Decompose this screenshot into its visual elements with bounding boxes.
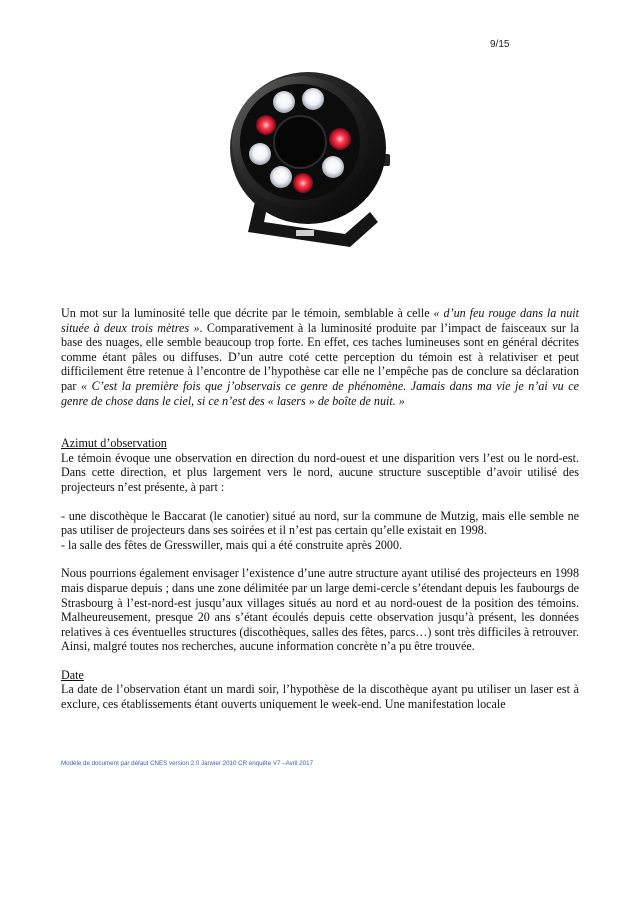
center-ring: [274, 116, 326, 168]
list-item: - une discothèque le Baccarat (le canotier) situé au nord, sur la commune de Mutzig, mais elle semble ne pas utiliser de projecteurs dans ses soirées et il n’est pas certain qu’elle existait en 1998.: [61, 508, 579, 538]
intro-quote-2: « C’est la première fois que j’observais ce genre de phénomène. Jamais dans ma vie je n’ai vu ce genre de chose dans le ciel, si ce n’est des « lasers » de boîte de nuit. »: [61, 378, 579, 408]
page-number: 9/15: [490, 39, 510, 50]
intro-quote-1: « d’un feu rouge dans la nuit située à deux trois mètres »: [61, 306, 580, 335]
list-item: - la salle des fêtes de Gresswiller, mais qui a été construite après 2000.: [61, 537, 403, 552]
intro-text-2: . Comparativement à la luminosité produite par l’impact de faisceaux sur la base des nuages, elle semble beaucoup trop forte. En effet, ces taches lumineuses sont en général décrites comme étant pâles ou diffuses. D’un autre coté cette perception du témoin est à relativiser et peut difficilement être retenue à l’encontre de l’hypothèse car elle ne l’empêche pas de conclure sa déclaration par: [61, 320, 579, 393]
led-red: [293, 173, 313, 193]
azimut-paragraph-1: Le témoin évoque une observation en direction du nord-ouest et une disparition vers l’est ou le nord-est. Dans cette direction, et plus largement vers le nord, aucune structure susceptible d’avoir utilisé des projecteurs n’est présente, à part :: [61, 450, 579, 494]
azimut-paragraph-2: Nous pourrions également envisager l’existence d’une autre structure ayant utilisé des projecteurs en 1998 mais disparue depuis ; dans une zone délimitée par un large demi-cercle s’étendant depuis les faubourgs de Strasbourg à l’est-nord-est jusqu’aux villages situés au nord et au nord-ouest de la position des témoins. Malheureusement, presque 20 ans s’étant écoulés depuis cette observation jusqu’à présent, les données relatives à ces éventuelles structures (discothèques, salles des fêtes, parcs…) sont très difficiles à retrouver. Ainsi, malgré toutes nos recherches, aucune information concrète n’a pu être trouvée.: [61, 566, 579, 654]
led-red: [329, 128, 351, 150]
document-footer: Modèle de document par défaut CNES version 2.0 Janvier 2010 CR enquête V7 –Avril 2017: [61, 760, 314, 767]
intro-text-1: Un mot sur la luminosité telle que décrite par le témoin, semblable à celle: [61, 306, 434, 320]
intro-paragraph: [61, 306, 579, 408]
document-body: [61, 306, 579, 712]
led-white: [249, 143, 271, 165]
date-heading: Date: [61, 667, 84, 682]
led-projector-photo: [200, 62, 420, 252]
azimut-heading: Azimut d’observation: [61, 436, 167, 451]
led-white: [302, 88, 324, 110]
date-paragraph: La date de l’observation étant un mardi soir, l’hypothèse de la discothèque ayant pu utiliser un laser est à exclure, ces établissements étant ouverts uniquement le week-end. Une manifestation locale: [61, 682, 579, 712]
bracket-screw: [296, 230, 314, 236]
led-white: [273, 91, 295, 113]
led-white: [270, 166, 292, 188]
led-white: [322, 156, 344, 178]
led-red: [256, 115, 276, 135]
led-projector-illustration: [200, 62, 420, 252]
